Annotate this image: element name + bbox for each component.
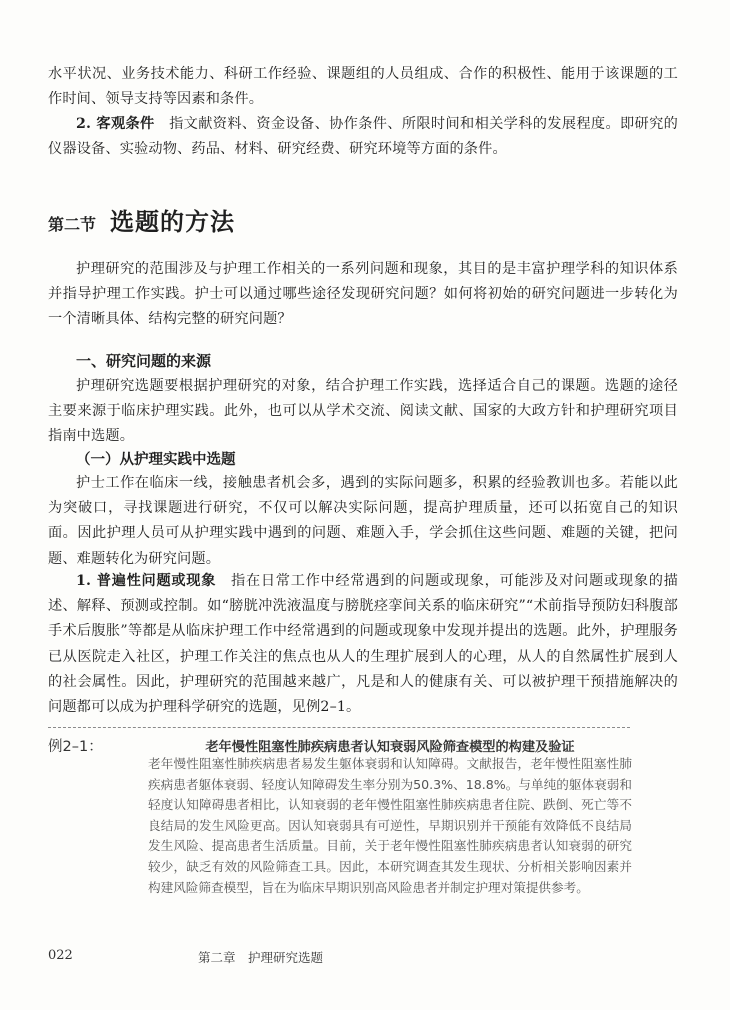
paragraph-intro: 护理研究的范围涉及与护理工作相关的一系列问题和现象，其目的是丰富护理学科的知识体系并指导护理工作实践。护士可以通过哪些途径发现研究问题？如何将初始的研究问题进一步转化为一个清晰具体、结构完整的研究问题？ <box>48 261 678 328</box>
page-number: 022 <box>48 948 73 963</box>
heading-research-sources: 一、研究问题的来源 <box>76 352 212 370</box>
paragraph-practice: 护士工作在临床一线，接触患者机会多，遇到的实际问题多，积累的经验教训也多。若能以此为突破口，寻找课题进行研究，不仅可以解决实际问题，提高护理质量，还可以拓宽自己的知识面。因此护理人员可从护理实践中遇到的问题、难题入手，学会抓住这些问题、难题的关键，把问题、难题转化为研究问题。 <box>48 475 678 567</box>
objective-text: 指文献资料、资金设备、协作条件、所限时间和相关学科的发展程度。即研究的仪器设备、实验动物、药品、材料、研究经费、研究环境等方面的条件。 <box>48 116 678 158</box>
objective-lead: 2. 客观条件 <box>76 116 155 132</box>
example-divider <box>48 727 630 728</box>
section-title: 选题的方法 <box>110 207 236 236</box>
paragraph-objective-conditions <box>48 112 678 162</box>
example-label: 例2–1： <box>48 739 103 755</box>
section-heading <box>48 202 678 242</box>
chapter-footer: 第二章 护理研究选题 <box>198 950 324 965</box>
common-text: 指在日常工作中经常遇到的问题或现象，可能涉及对问题或现象的描述、解释、预测或控制。如“膀胱冲洗液温度与膀胱痉挛间关系的临床研究”“术前指导预防妇科腹部手术后腹胀”等都是从临床护理工作中经常遇到的问题或现象中发现并提出的选题。此外，护理服务已从医院走入社区，护理工作关注的焦点也从人的生理扩展到人的心理，从人的自然属性扩展到人的社会属性。因此，护理研究的范围越来越广，凡是和人的健康有关、可以被护理干预措施解决的问题都可以成为护理科学研究的选题，见例2–1。 <box>48 573 678 716</box>
example-title: 老年慢性阻塞性肺疾病患者认知衰弱风险筛查模型的构建及验证 <box>205 740 575 755</box>
paragraph-sources: 护理研究选题要根据护理研究的对象，结合护理工作实践，选择适合自己的课题。选题的途径主要来源于临床护理实践。此外，也可以从学术交流、阅读文献、国家的大政方针和护理研究项目指南中选题。 <box>48 378 678 445</box>
heading-practice-topics: （一）从护理实践中选题 <box>76 452 236 468</box>
paragraph-conditions-continued: 水平状况、业务技术能力、科研工作经验、课题组的人员组成、合作的积极性、能用于该课题的工作时间、领导支持等因素和条件。 <box>48 66 678 108</box>
example-body: 老年慢性阻塞性肺疾病患者易发生躯体衰弱和认知障碍。文献报告，老年慢性阻塞性肺疾病患者躯体衰弱、轻度认知障碍发生率分别为50.3%、18.8%。与单纯的躯体衰弱和轻度认知障碍患者相比，认知衰弱的老年慢性阻塞性肺疾病患者住院、跌倒、死亡等不良结局的发生风险更高。因认知衰弱具有可逆性，早期识别并干预能有效降低不良结局发生风险、提高患者生活质量。目前，关于老年慢性阻塞性肺疾病患者认知衰弱的研究较少，缺乏有效的风险筛查工具。因此，本研究调查其发生现状、分析相关影响因素并构建风险筛查模型，旨在为临床早期识别高风险患者并制定护理对策提供参考。 <box>148 756 632 895</box>
common-lead: 1. 普遍性问题或现象 <box>76 573 217 589</box>
paragraph-common-problems <box>48 569 678 720</box>
section-number: 第二节 <box>48 215 97 234</box>
